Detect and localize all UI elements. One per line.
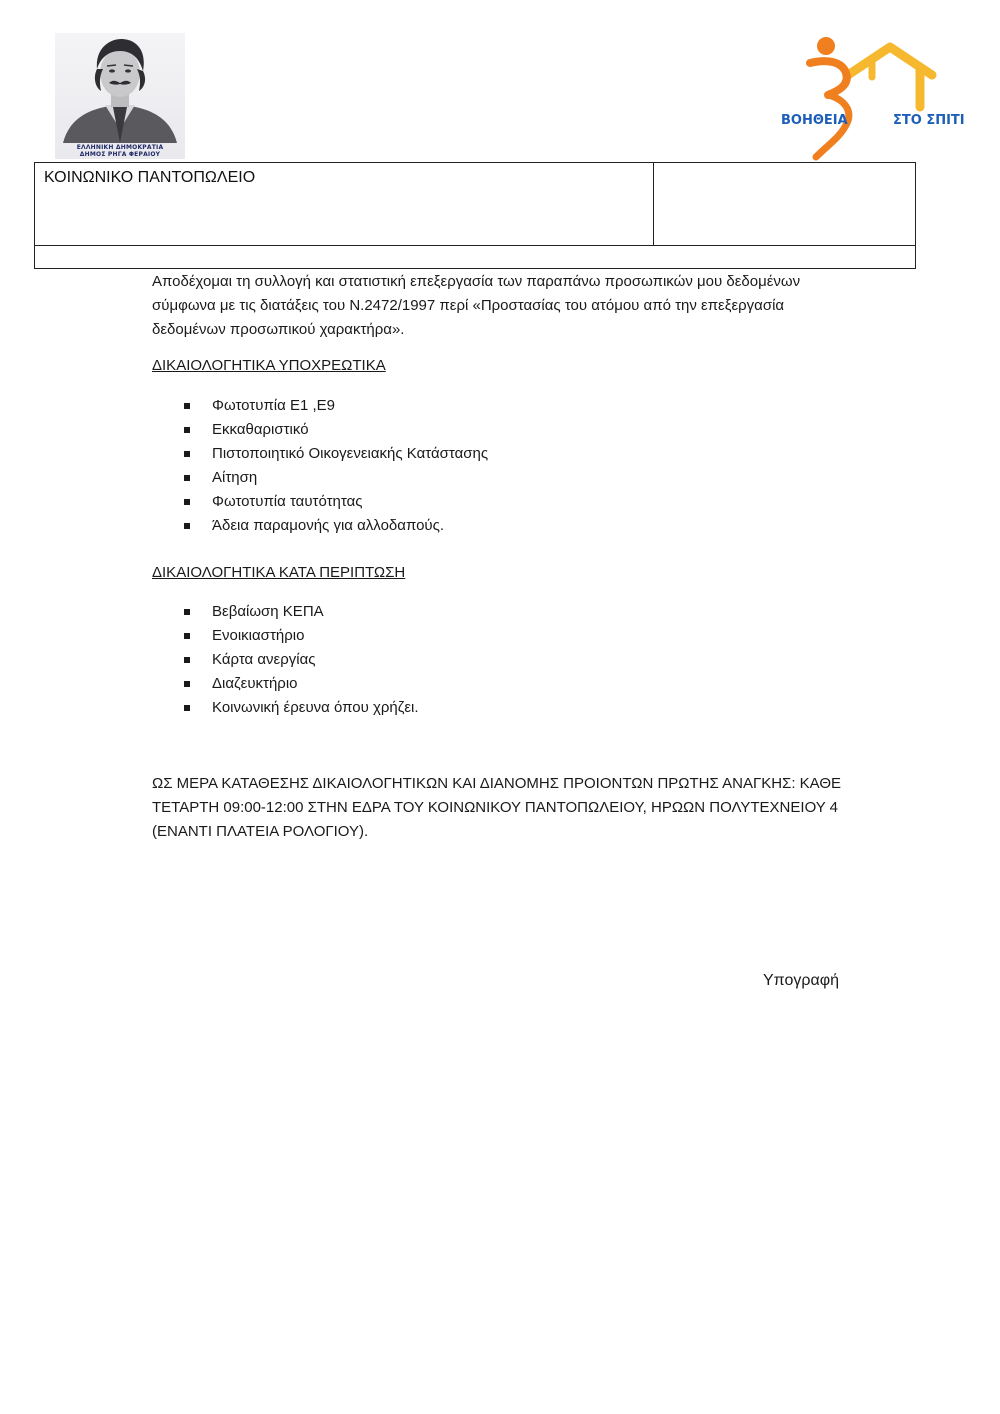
- list-item: Ενοικιαστήριο: [212, 624, 419, 648]
- list-item: Κάρτα ανεργίας: [212, 648, 419, 672]
- program-logo: [780, 33, 972, 161]
- logo-caption-line1: ΕΛΛΗΝΙΚΗ ΔΗΜΟΚΡΑΤΙΑ: [76, 144, 164, 151]
- schedule-notice: ΩΣ ΜΕΡΑ ΚΑΤΑΘΕΣΗΣ ΔΙΚΑΙΟΛΟΓΗΤΙΚΩΝ ΚΑΙ ΔΙΑΝΟΜΗΣ ΠΡΟΙΟΝΤΩΝ ΠΡΩΤΗΣ ΑΝΑΓΚΗΣ: ΚΑΘΕ ΤΕΤΑΡΤΗ 09:00-12:00 ΣΤΗΝ ΕΔΡΑ ΤΟΥ ΚΟΙΝΩΝΙΚΟΥ ΠΑΝΤΟΠΩΛΕΙΟΥ, ΗΡΩΩΝ ΠΟΛΥΤΕΧΝΕΙΟΥ 4 (ΕΝΑΝΤΙ ΠΛΑΤΕΙΑ ΡΟΛΟΓΙΟΥ).: [152, 775, 842, 840]
- table-column-divider: [653, 163, 654, 245]
- optional-docs-list: [212, 600, 419, 720]
- list-item: Άδεια παραμονής για αλλοδαπούς.: [212, 514, 488, 538]
- form-title: ΚΟΙΝΩΝΙΚΟ ΠΑΝΤΟΠΩΛΕΙΟ: [44, 169, 256, 186]
- logo-text-help: ΒΟΗΘΕΙΑ: [781, 113, 848, 128]
- logo-text-home: ΣΤΟ ΣΠΙΤΙ: [893, 113, 965, 128]
- list-item: Βεβαίωση ΚΕΠΑ: [212, 600, 419, 624]
- required-docs-list: [212, 394, 488, 538]
- house-figure-icon: [780, 33, 972, 161]
- list-item: Εκκαθαριστικό: [212, 418, 488, 442]
- municipality-logo: [55, 33, 185, 159]
- list-item: Κοινωνική έρευνα όπου χρήζει.: [212, 696, 419, 720]
- list-item: Αίτηση: [212, 466, 488, 490]
- signature-label: Υπογραφή: [763, 972, 840, 989]
- required-docs-heading: ΔΙΚΑΙΟΛΟΓΗΤΙΚΑ ΥΠΟΧΡΕΩΤΙΚΑ: [152, 357, 386, 374]
- header-table-row: [35, 163, 915, 246]
- list-item: Πιστοποιητικό Οικογενειακής Κατάστασης: [212, 442, 488, 466]
- header-table: [34, 162, 916, 269]
- logo-caption-line2: ΔΗΜΟΣ ΡΗΓΑ ΦΕΡΑΙΟΥ: [79, 151, 161, 158]
- list-item: Φωτοτυπία ταυτότητας: [212, 490, 488, 514]
- list-item: Διαζευκτήριο: [212, 672, 419, 696]
- list-item: Φωτοτυπία Ε1 ,Ε9: [212, 394, 488, 418]
- optional-docs-heading: ΔΙΚΑΙΟΛΟΓΗΤΙΚΑ ΚΑΤΑ ΠΕΡΙΠΤΩΣΗ: [152, 564, 406, 581]
- consent-paragraph: Αποδέχομαι τη συλλογή και στατιστική επεξεργασία των παραπάνω προσωπικών μου δεδομένων σύμφωνα με τις διατάξεις του Ν.2472/1997 περί «Προστασίας του ατόμου από την επεξεργασία δεδομένων προσωπικού χαρακτήρα».: [152, 273, 801, 338]
- portrait-icon: [55, 33, 185, 143]
